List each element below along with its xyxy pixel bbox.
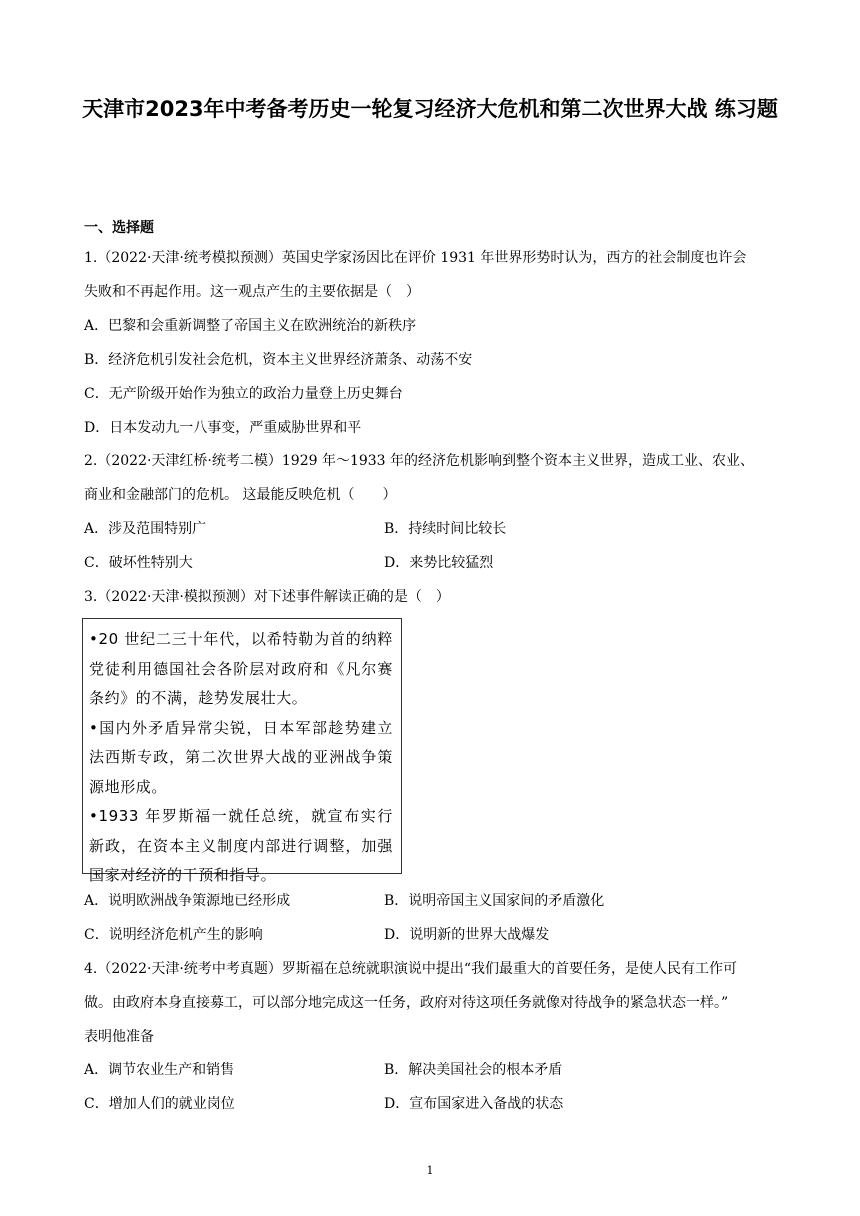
source-material-box [82,618,402,884]
question-4-option-c: C．增加人们的就业岗位 [84,1096,235,1112]
source-item-new-deal: •1933 年罗斯福一就任总统，就宣布实行新政，在资本主义制度内部进行调整，加强国家对经济的干预和指导。 [89,807,393,884]
question-2-option-d: D．来势比较猛烈 [384,555,494,571]
question-1-option-c: C．无产阶级开始作为独立的政治力量登上历史舞台 [84,386,403,402]
source-item-nazi: •20 世纪二三十年代，以希特勒为首的纳粹党徒利用德国社会各阶层对政府和《凡尔赛条约》的不满，趁势发展壮大。 [89,630,393,707]
question-1-stem: 1.（2022·天津·统考模拟预测）英国史学家汤因比在评价 1931 年世界形势时认为，西方的社会制度也许会 [84,250,747,266]
question-2-option-a: A．涉及范围特别广 [84,521,207,537]
question-1-option-a: A．巴黎和会重新调整了帝国主义在欧洲统治的新秩序 [84,318,417,334]
section-heading: 一、选择题 [84,220,154,236]
page-number: 1 [426,1164,434,1177]
question-3-option-b: B．说明帝国主义国家间的矛盾激化 [384,893,605,909]
question-2-stem: 2.（2022·天津红桥·统考二模）1929 年～1933 年的经济危机影响到整个资本主义世界，造成工业、农业、 [84,453,755,469]
question-3-option-a: A．说明欧洲战争策源地已经形成 [84,893,291,909]
question-1-stem-cont: 失败和不再起作用。这一观点产生的主要依据是（ ） [84,284,420,300]
question-1-option-b: B．经济危机引发社会危机，资本主义世界经济萧条、动荡不安 [84,352,473,368]
question-2-option-b: B．持续时间比较长 [384,521,507,537]
question-2-option-c: C．破坏性特别大 [84,555,193,571]
question-4-option-a: A．调节农业生产和销售 [84,1062,235,1078]
question-4-stem: 4.（2022·天津·统考中考真题）罗斯福在总统就职演说中提出“我们最重大的首要任务，是使人民有工作可 [84,961,738,977]
question-3-stem: 3.（2022·天津·模拟预测）对下述事件解读正确的是（ ） [84,589,450,605]
question-4-stem-cont: 做。由政府本身直接募工，可以部分地完成这一任务，政府对待这项任务就像对待战争的紧急状态一样。” [84,995,729,1011]
question-3-option-c: C．说明经济危机产生的影响 [84,927,263,943]
question-4-option-b: B．解决美国社会的根本矛盾 [384,1062,563,1078]
source-item-japan: •国内外矛盾异常尖锐，日本军部趁势建立法西斯专政，第二次世界大战的亚洲战争策源地形成。 [89,718,393,796]
question-3-option-d: D．说明新的世界大战爆发 [384,927,550,943]
page-title: 天津市2023年中考备考历史一轮复习经济大危机和第二次世界大战 练习题 [82,97,778,121]
question-4-option-d: D．宣布国家进入备战的状态 [384,1096,564,1112]
question-1-option-d: D．日本发动九一八事变，严重威胁世界和平 [84,420,362,436]
question-4-stem-end: 表明他准备 [84,1029,154,1045]
question-2-stem-cont: 商业和金融部门的危机。 这最能反映危机（ ） [84,487,397,503]
